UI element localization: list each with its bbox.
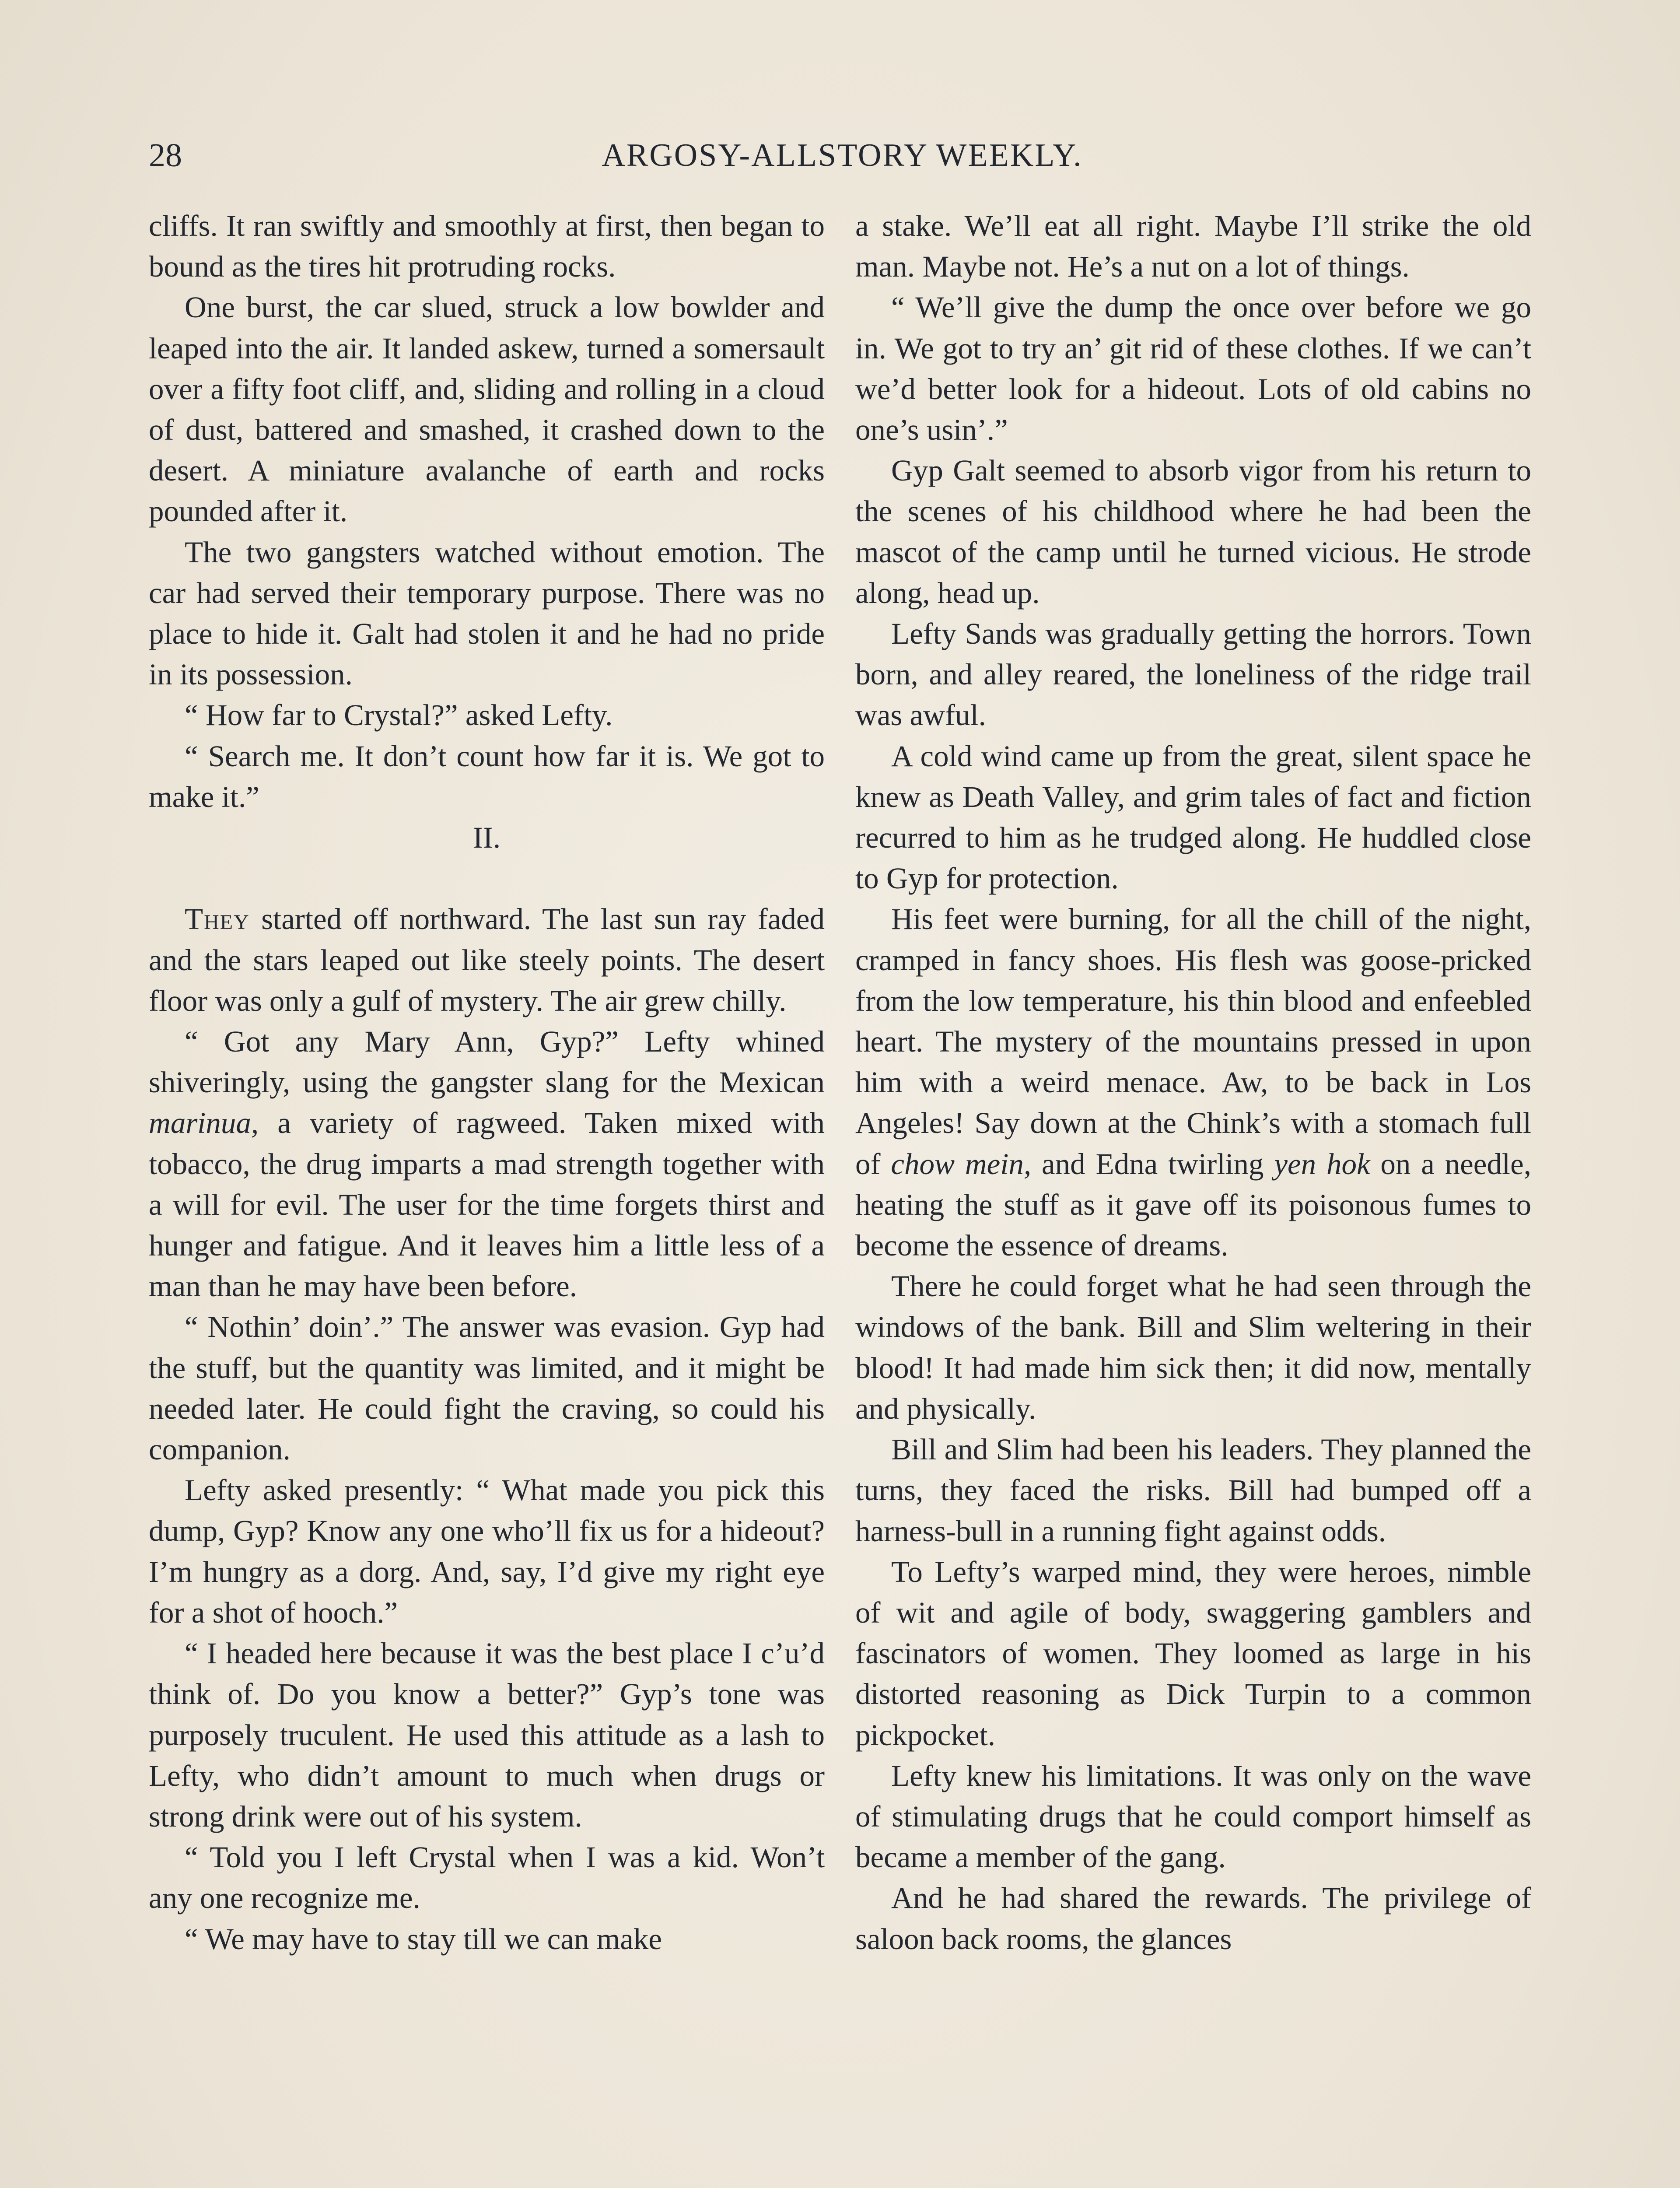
- left-column: [149, 206, 825, 1960]
- paragraph-text: “ Got any Mary Ann, Gyp?” Lefty whined shiveringly, using the gangster slang for the Mexican: [149, 1025, 825, 1099]
- paragraph: a stake. We’ll eat all right. Maybe I’ll strike the old man. Maybe not. He’s a nut on a lot of things.: [855, 209, 1531, 284]
- paragraph: “ Search me. It don’t count how far it is. We got to make it.”: [149, 739, 825, 813]
- paragraph: [855, 899, 1531, 1266]
- paragraph-text: and Edna twirling: [1031, 1147, 1274, 1181]
- paragraph: Lefty Sands was gradually getting the horrors. Town born, and alley reared, the loneliness of the ridge trail was awful.: [855, 617, 1531, 732]
- paragraph: A cold wind came up from the great, silent space he knew as Death Valley, and grim tales of fact and fiction recurred to him as he trudged along. He huddled close to Gyp for protection.: [855, 739, 1531, 895]
- paragraph: There he could forget what he had seen through the windows of the bank. Bill and Slim weltering in their blood! It had made him sick then; it did now, mentally and physically.: [855, 1269, 1531, 1425]
- paragraph: Bill and Slim had been his leaders. They planned the turns, they faced the risks. Bill had bumped off a harness-bull in a running fight against odds.: [855, 1433, 1531, 1548]
- right-column: [855, 206, 1531, 1960]
- section-number: II.: [472, 821, 501, 855]
- paragraph: “ Nothin’ doin’.” The answer was evasion. Gyp had the stuff, but the quantity was limited, and it might be needed later. He could fight the craving, so could his companion.: [149, 1310, 825, 1466]
- paragraph: To Lefty’s warped mind, they were heroes, nimble of wit and agile of body, swaggering gamblers and fascinators of women. They loomed as large in his distorted reasoning as Dick Turpin to a common pickpocket.: [855, 1555, 1531, 1752]
- paragraph: The two gangsters watched without emotion. The car had served their temporary purpose. There was no place to hide it. Galt had stolen it and he had no pride in its possession.: [149, 535, 825, 691]
- paragraph: Lefty asked presently: “ What made you pick this dump, Gyp? Know any one who’ll fix us for a hideout? I’m hungry as a dorg. And, say, I’d give my right eye for a shot of hooch.”: [149, 1473, 825, 1629]
- paragraph: And he had shared the rewards. The privilege of saloon back rooms, the glances: [855, 1881, 1531, 1956]
- paragraph: Gyp Galt seemed to absorb vigor from his return to the scenes of his childhood where he had been the mascot of the camp until he turned vicious. He strode along, head up.: [855, 454, 1531, 610]
- page-header: [149, 131, 1536, 179]
- paragraph: “ How far to Crystal?” asked Lefty.: [185, 698, 613, 732]
- paragraph-text: His feet were burning, for all the chill of the night, cramped in fancy shoes. His flesh was goose-pricked from the low temperature, his thin blood and enfeebled heart. The mystery of the mountains pressed in upon him with a weird menace. Aw, to be back in Los Angeles! Say down at the Chink’s with a stomach full of: [855, 902, 1531, 1181]
- paragraph: cliffs. It ran swiftly and smoothly at first, then began to bound as the tires hit protruding rocks.: [149, 209, 825, 284]
- italic-term: yen hok: [1274, 1147, 1370, 1181]
- italic-term: marinua,: [149, 1106, 259, 1140]
- paragraph: [149, 899, 825, 1021]
- paragraph: “ I headed here because it was the best place I c’u’d think of. Do you know a better?” Gyp’s tone was purposely truculent. He used this attitude as a lash to Lefty, who didn’t amount to much when drugs or strong drink were out of his system.: [149, 1637, 825, 1833]
- drop-lead-word: They: [185, 902, 250, 936]
- paragraph-text: on a needle, heating the stuff as it gave off its poisonous fumes to become the essence of dreams.: [855, 1147, 1531, 1262]
- paragraph: “ Told you I left Crystal when I was a kid. Won’t any one recognize me.: [149, 1841, 825, 1915]
- paragraph-text: started off northward. The last sun ray faded and the stars leaped out like steely points. The desert floor was only a gulf of mystery. The air grew chilly.: [149, 902, 825, 1017]
- italic-term: chow mein,: [891, 1147, 1032, 1181]
- paragraph: [149, 1021, 825, 1307]
- paragraph: Lefty knew his limitations. It was only on the wave of stimulating drugs that he could comport himself as became a member of the gang.: [855, 1759, 1531, 1874]
- paragraph: “ We’ll give the dump the once over before we go in. We got to try an’ git rid of these clothes. If we can’t we’d better look for a hideout. Lots of old cabins no one’s usin’.”: [855, 291, 1531, 447]
- paragraph: One burst, the car slued, struck a low bowlder and leaped into the air. It landed askew, turned a somersault over a fifty foot cliff, and, sliding and rolling in a cloud of dust, battered and smashed, it crashed down to the desert. A miniature avalanche of earth and rocks pounded after it.: [149, 291, 825, 528]
- paragraph-text: a variety of ragweed. Taken mixed with tobacco, the drug imparts a mad strength together with a will for evil. The user for the time forgets thirst and hunger and fatigue. And it leaves him a little less of a man than he may have been before.: [149, 1106, 825, 1303]
- page-number: 28: [149, 137, 182, 174]
- running-head: ARGOSY-ALLSTORY WEEKLY.: [602, 137, 1083, 173]
- paragraph: “ We may have to stay till we can make: [185, 1922, 662, 1956]
